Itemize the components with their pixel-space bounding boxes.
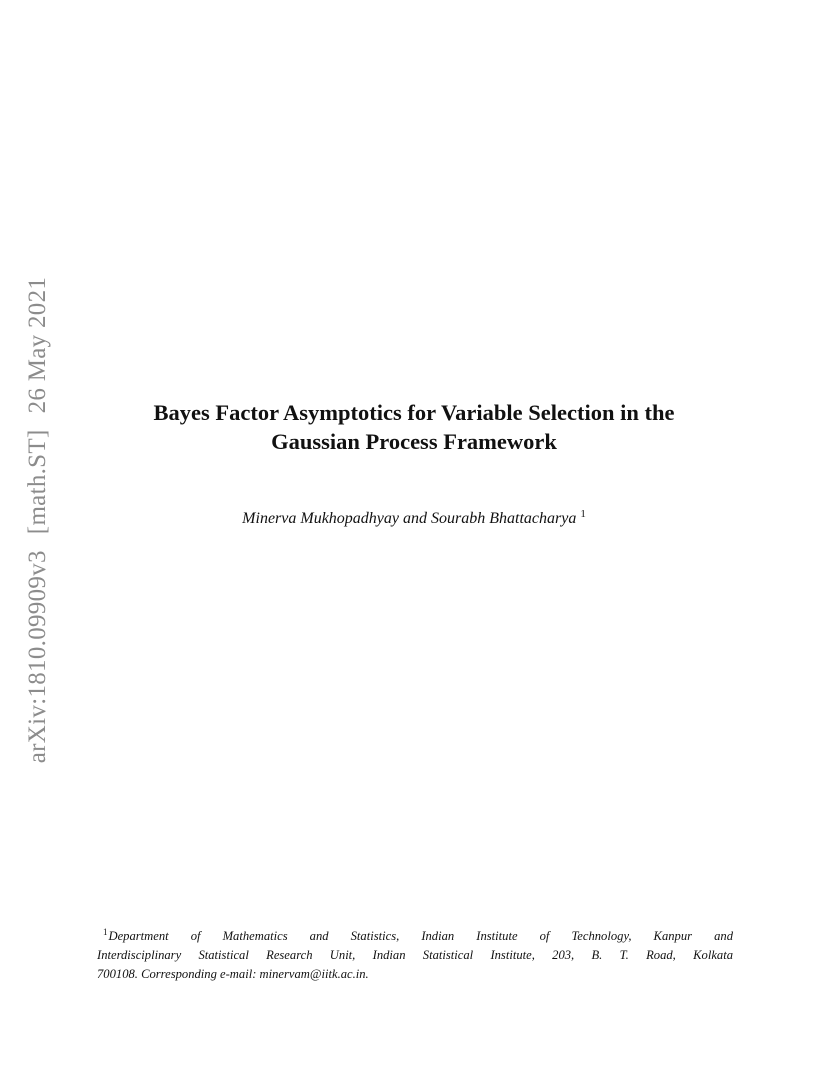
title-line-1: Bayes Factor Asymptotics for Variable Selection in the: [153, 400, 675, 425]
footnote-text-1: Department of Mathematics and Statistics, Indian Institute of Technology, Kanpur and: [108, 929, 733, 943]
footnote-line-1: [97, 923, 733, 946]
author-names: Minerva Mukhopadhyay and Sourabh Bhattacharya: [242, 510, 577, 527]
footnote-line-2: Interdisciplinary Statistical Research Unit, Indian Statistical Institute, 203, B. T. Road, Kolkata: [97, 948, 733, 962]
author-list: [90, 508, 738, 528]
footnote-mark: 1: [103, 927, 108, 937]
footnote-line-3: 700108. Corresponding e-mail: minervam@iitk.ac.in.: [97, 967, 369, 981]
arxiv-side-stamp: [24, 277, 52, 763]
arxiv-date: 26 May 2021: [24, 276, 51, 414]
arxiv-category: [math.ST]: [24, 429, 51, 535]
arxiv-id[interactable]: arXiv:1810.09909v3: [24, 550, 51, 764]
title-line-2: Gaussian Process Framework: [271, 429, 557, 454]
affiliation-footnote: [97, 923, 733, 984]
paper-title: [90, 398, 738, 456]
author-footnote-mark: 1: [580, 508, 586, 520]
